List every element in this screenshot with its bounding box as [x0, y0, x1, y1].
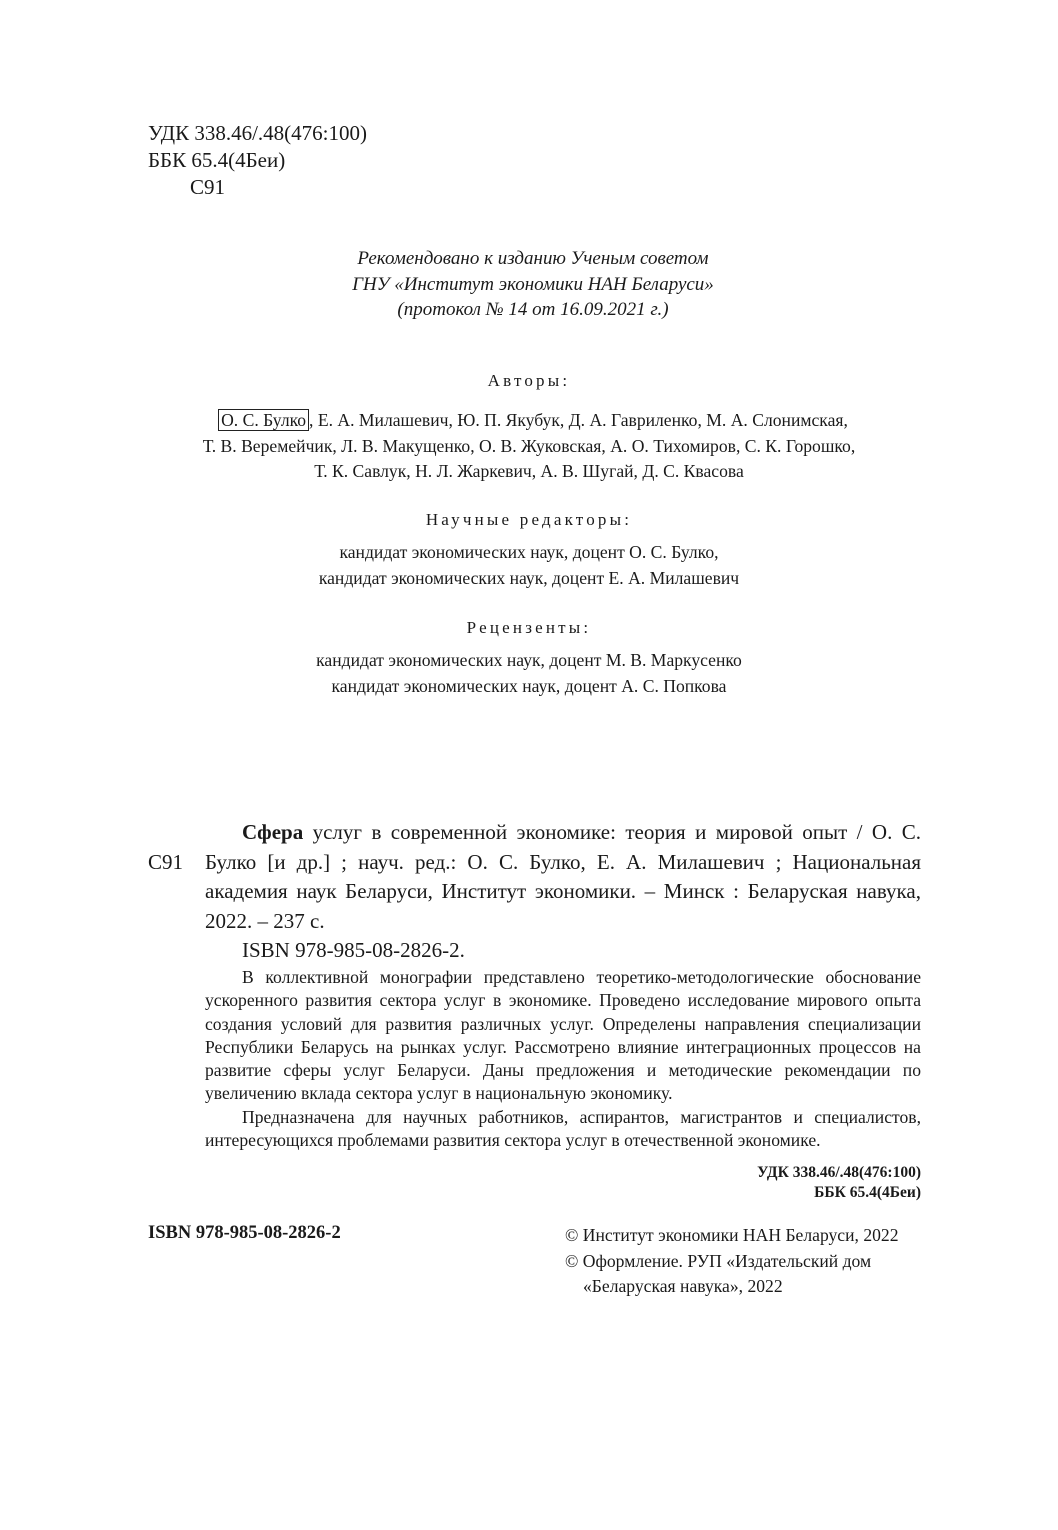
bottom-classification [700, 1163, 921, 1203]
classification-block [148, 120, 367, 201]
bibliographic-description [205, 818, 921, 936]
reviewer-line-2: кандидат экономических наук, доцент А. С. Попкова [331, 675, 727, 696]
authors-heading: Авторы: [487, 371, 571, 390]
bibliographic-entry [205, 818, 921, 966]
authors-line-3: Т. К. Савлук, Н. Л. Жаркевич, А. В. Шугай, Д. С. Квасова [314, 461, 744, 481]
editors-list [0, 540, 1058, 591]
copyright-line-3: «Беларуская навука», 2022 [583, 1276, 783, 1296]
bottom-udk: УДК 338.46/.48(476:100) [757, 1164, 921, 1181]
reviewers-list [0, 648, 1058, 699]
abstract-paragraph-1: В коллективной монографии представлено теоретико-методологические обоснование ускоренного развития сектора услуг в экономике. Проведено исследование мирового опыта создания условий для развития различных услуг. Определены направления специализации Республики Беларусь на рынках услуг. Рассмотрено влияние интеграционных процессов на развитие сферы услуг Беларуси. Даны предложения и методические рекомендации по увеличению вклада сектора услуг в национальную экономику. [205, 967, 921, 1104]
authors-line-2: Т. В. Веремейчик, Л. В. Макущенко, О. В. Жуковская, А. О. Тихомиров, С. К. Горошко, [202, 435, 856, 456]
copyright-line-2: © Оформление. РУП «Издательский дом [565, 1250, 872, 1271]
editor-line-2: кандидат экономических наук, доцент Е. А. Милашевич [318, 567, 740, 588]
reviewer-line-1: кандидат экономических наук, доцент М. В. Маркусенко [316, 650, 742, 670]
editors-heading: Научные редакторы: [425, 510, 633, 529]
boxed-author-name: О. С. Булко [218, 409, 309, 431]
bibliographic-isbn: ISBN 978-985-08-2826-2. [242, 938, 465, 962]
catalog-code: С91 [148, 850, 184, 874]
copyright-line-1: © Институт экономики НАН Беларуси, 2022 [565, 1225, 899, 1245]
recommendation-line-3: (протокол № 14 от 16.09.2021 г.) [397, 299, 669, 320]
authors-list [0, 408, 1058, 485]
abstract-paragraph-2: Предназначена для научных работников, аспирантов, магистрантов и специалистов, интересующихся проблемами развития сектора услуг в отечественной экономике. [205, 1106, 921, 1151]
reviewers-heading: Рецензенты: [466, 618, 592, 637]
udk-code: УДК 338.46/.48(476:100) [148, 121, 367, 145]
editor-line-1: кандидат экономических наук, доцент О. С. Булко, [339, 542, 719, 562]
recommendation-note [0, 246, 1058, 323]
copyright-block [565, 1223, 899, 1300]
title-bold: Сфера [242, 820, 304, 844]
bbk-code: ББК 65.4(4Беи) [148, 148, 286, 172]
authors-line-1-rest: , Е. А. Милашевич, Ю. П. Якубук, Д. А. Гавриленко, М. А. Слонимская, [309, 410, 848, 430]
isbn-number: ISBN 978-985-08-2826-2 [148, 1223, 341, 1243]
authors-line-1 [8, 408, 1058, 434]
bibliographic-text: услуг в современной экономике: теория и мировой опыт / О. С. Булко [и др.] ; науч. ред.: О. С. Булко, Е. А. Милашевич ; Национальная академия наук Беларуси, Институт экономики. – Минск : Беларуская навука, 2022. – 237 с. [205, 820, 921, 933]
abstract [205, 966, 921, 1152]
author-mark: С91 [190, 175, 226, 199]
recommendation-line-1: Рекомендовано к изданию Ученым советом [357, 248, 709, 269]
bottom-bbk: ББК 65.4(4Беи) [814, 1184, 921, 1201]
recommendation-line-2: ГНУ «Институт экономики НАН Беларуси» [352, 273, 714, 295]
